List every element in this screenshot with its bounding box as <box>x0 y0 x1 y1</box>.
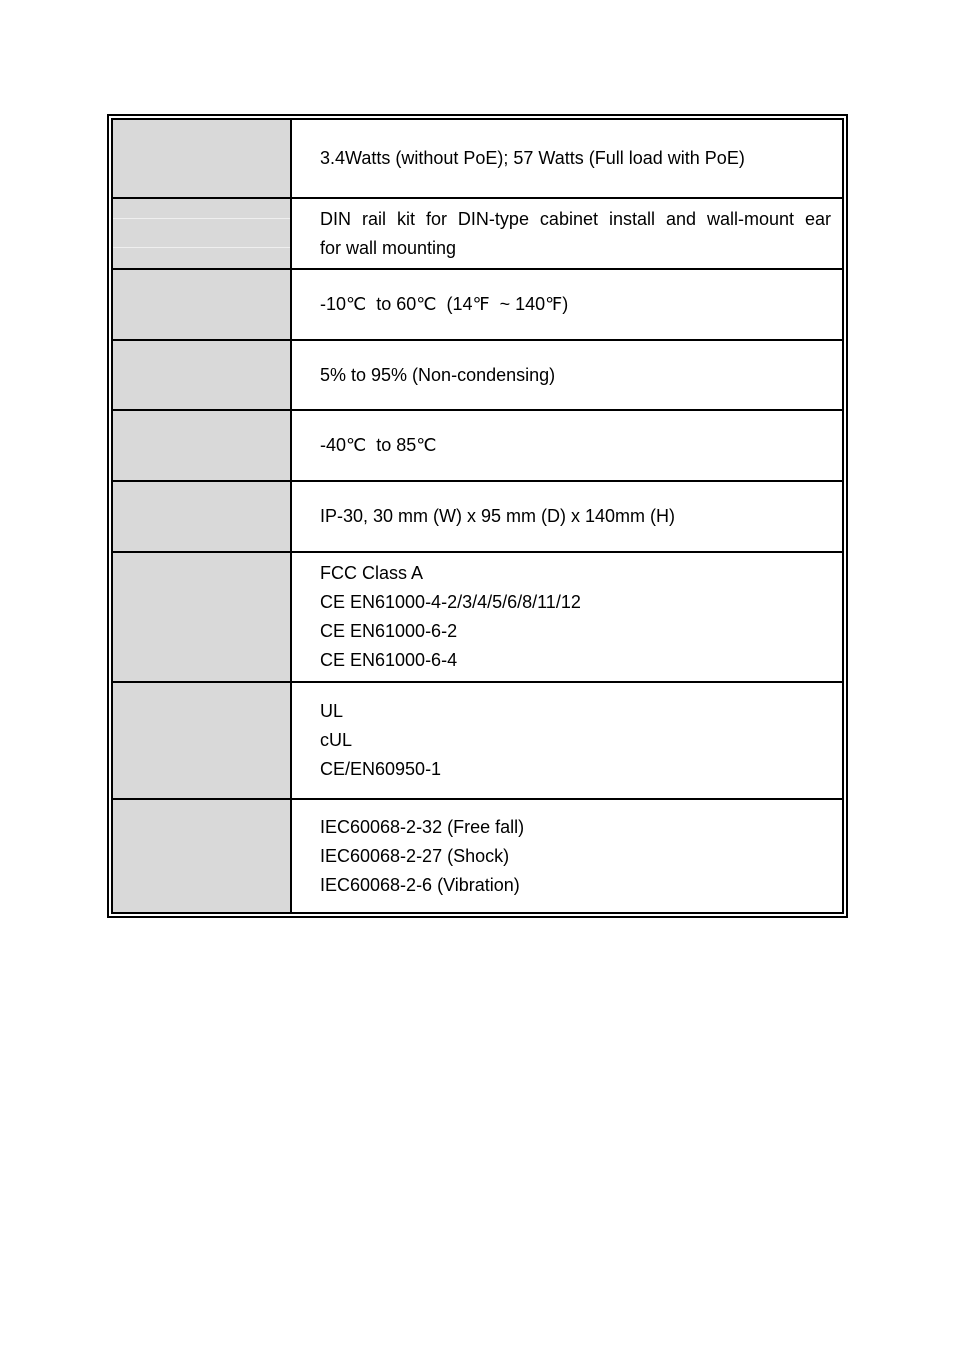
spec-label-cell <box>113 800 292 912</box>
spec-label-cell <box>113 482 292 551</box>
spec-label-cell <box>113 341 292 409</box>
spec-row-power-consumption <box>113 120 842 199</box>
spec-value-line: CE EN61000-6-4 <box>320 650 458 670</box>
spec-value-line: for wall mounting <box>320 237 457 258</box>
spec-value-cell <box>292 683 842 798</box>
spec-value-cell <box>292 411 842 480</box>
spec-row-emi <box>113 553 842 683</box>
spec-row-dimensions <box>113 482 842 553</box>
spec-value-cell <box>292 482 842 551</box>
spec-value-line: 3.4Watts (without PoE); 57 Watts (Full load with PoE) <box>320 148 745 168</box>
spec-row-storage-temperature <box>113 411 842 482</box>
spec-label-cell <box>113 553 292 681</box>
spec-value-cell <box>292 270 842 339</box>
spec-row-humidity <box>113 341 842 411</box>
spec-value-line: CE/EN60950-1 <box>320 759 442 779</box>
spec-label-cell <box>113 199 292 268</box>
spec-value-cell <box>292 553 842 681</box>
spec-value-line: CE EN61000-6-2 <box>320 621 458 641</box>
spec-row-stability <box>113 800 842 912</box>
spec-value-line: IEC60068-2-6 (Vibration) <box>320 874 520 895</box>
spec-table-inner <box>111 118 844 914</box>
spec-table <box>107 114 848 918</box>
spec-row-operating-temperature <box>113 270 842 341</box>
spec-value-cell <box>292 120 842 197</box>
spec-value-line: UL <box>320 701 344 721</box>
spec-row-installation <box>113 199 842 270</box>
spec-label-cell <box>113 270 292 339</box>
spec-value-line: -10℃ to 60℃ (14℉ ~ 140℉) <box>320 294 569 314</box>
spec-value-line: IEC60068-2-27 (Shock) <box>320 845 510 866</box>
spec-value-line: -40℃ to 85℃ <box>320 435 437 455</box>
spec-value-cell <box>292 341 842 409</box>
spec-label-cell <box>113 120 292 197</box>
spec-value-line: IEC60068-2-32 (Free fall) <box>320 816 525 837</box>
spec-label-cell <box>113 683 292 798</box>
spec-value-line: IP-30, 30 mm (W) x 95 mm (D) x 140mm (H) <box>320 506 676 526</box>
spec-value-cell <box>292 800 842 912</box>
spec-value-cell <box>292 199 842 268</box>
spec-row-safety <box>113 683 842 800</box>
spec-value-line: DIN rail kit for DIN-type cabinet install and wall-mount ear <box>320 208 831 229</box>
spec-label-cell <box>113 411 292 480</box>
spec-value-line: cUL <box>320 730 353 750</box>
spec-value-line: FCC Class A <box>320 563 424 583</box>
spec-value-line: CE EN61000-4-2/3/4/5/6/8/11/12 <box>320 592 581 612</box>
spec-value-line: 5% to 95% (Non-condensing) <box>320 364 556 385</box>
